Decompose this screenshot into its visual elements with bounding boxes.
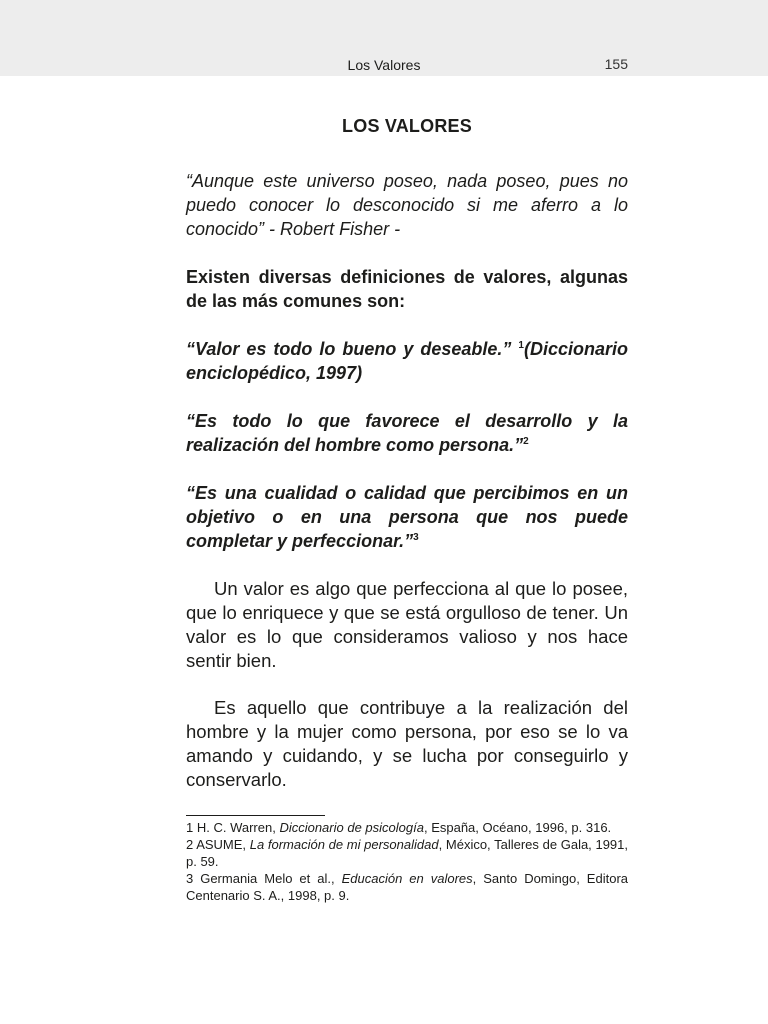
footnote-ref-1: 1 — [518, 340, 524, 351]
footnote-author: 1 H. C. Warren, — [186, 820, 280, 835]
page-number: 155 — [604, 56, 628, 72]
page-body — [186, 116, 628, 904]
footnote-2 — [186, 836, 628, 870]
footnote-author: 3 Germania Melo et al., — [186, 871, 342, 886]
quote-source: (Diccionario enciclopédico, 1997) — [186, 339, 628, 383]
quote-text: “Es una cualidad o calidad que percibimos en un objetivo o en una persona que nos puede completar y perfeccionar.” — [186, 483, 628, 551]
footnote-1 — [186, 819, 628, 836]
epigraph: “Aunque este universo poseo, nada poseo, pues no puedo conocer lo desconocido si me aferro a lo conocido” - Robert Fisher - — [186, 171, 628, 239]
footnote-title: Diccionario de psicología — [279, 820, 424, 835]
quote-text: “Es todo lo que favorece el desarrollo y la realización del hombre como persona.” — [186, 411, 628, 455]
footnote-publication: , México, Talleres de Gala, 1991, p. 59. — [186, 837, 629, 869]
definition-quote-2 — [186, 409, 628, 457]
footnote-3 — [186, 870, 628, 904]
definition-quote-3 — [186, 481, 628, 553]
footnote-divider — [186, 815, 325, 816]
definition-quote-1 — [186, 337, 628, 385]
footnote-title: La formación de mi personalidad — [249, 837, 439, 852]
body-paragraph-2: Es aquello que contribuye a la realización del hombre y la mujer como persona, por eso se lo va amando y cuidando, y se lucha por conseguirlo y conservarlo. — [186, 697, 628, 790]
chapter-title: LOS VALORES — [342, 116, 472, 136]
footnote-title: Educación en valores — [341, 871, 473, 886]
footnote-publication: , Santo Domingo, Editora Centenario S. A., 1998, p. 9. — [186, 871, 628, 903]
quote-text: “Valor es todo lo bueno y deseable.” — [186, 339, 519, 359]
intro-paragraph: Existen diversas definiciones de valores, algunas de las más comunes son: — [186, 267, 628, 311]
footnote-publication: , España, Océano, 1996, p. 316. — [423, 820, 612, 835]
running-title: Los Valores — [347, 57, 421, 73]
footnote-ref-3: 3 — [413, 532, 419, 543]
body-paragraph-1: Un valor es algo que perfecciona al que lo posee, que lo enriquece y que se está orgulloso de tener. Un valor es lo que consideramos valioso y nos hace sentir bien. — [186, 578, 628, 671]
footnote-author: 2 ASUME, — [186, 837, 250, 852]
footnote-ref-2: 2 — [523, 436, 529, 447]
